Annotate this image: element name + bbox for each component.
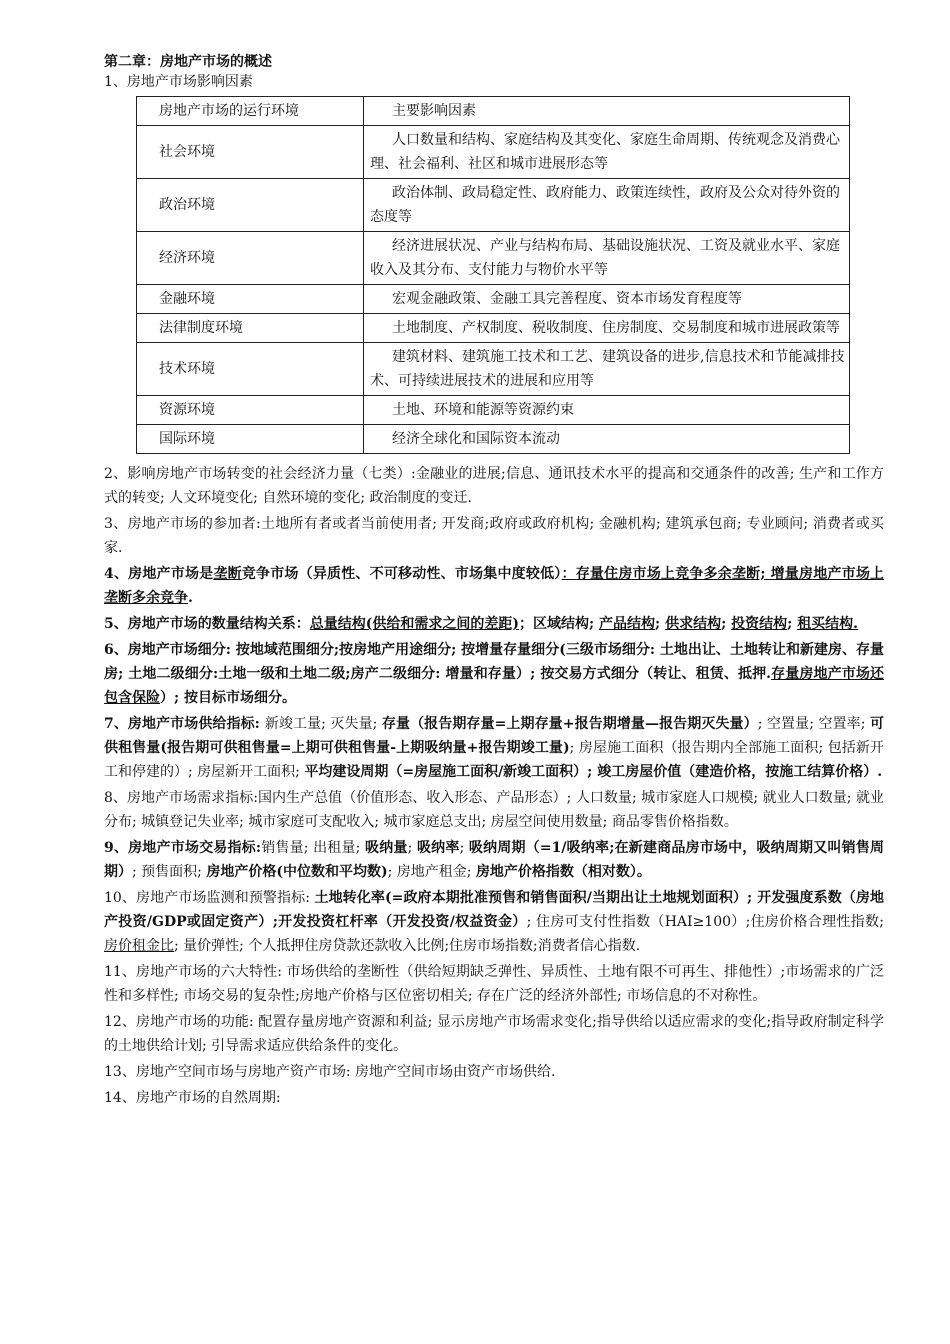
paragraph-item bbox=[104, 562, 884, 610]
environment-cell: 经济环境 bbox=[137, 232, 364, 285]
table-header-factor: 主要影响因素 bbox=[364, 97, 850, 126]
text-segment: 7、房地产市场供给指标: bbox=[104, 716, 265, 732]
text-segment: 10、房地产市场监测和预警指标: bbox=[104, 890, 315, 906]
environment-cell: 金融环境 bbox=[137, 285, 364, 314]
text-segment: 存量房地产市场还包含保险 bbox=[104, 666, 884, 706]
text-segment: 3、房地产市场的参加者:土地所有者或者当前使用者; 开发商;政府或政府机构; 金融机构; 建筑承包商; 专业顾问; 消费者或买家. bbox=[104, 516, 884, 556]
text-segment: 总量结构(供给和需求之间的差距) bbox=[309, 616, 519, 632]
table-row bbox=[137, 285, 850, 314]
text-segment: ; bbox=[655, 616, 666, 632]
paragraph-item bbox=[104, 512, 884, 560]
paragraph-item bbox=[104, 960, 884, 1008]
paragraph-item bbox=[104, 462, 884, 510]
factor-cell: 土地制度、产权制度、税收制度、住房制度、交易制度和城市进展政策等 bbox=[364, 314, 850, 343]
text-segment: 吸纳周期（=1/吸纳率;在新建商品房市场中，吸纳周期又叫销售周期） bbox=[104, 840, 884, 880]
influence-factors-table bbox=[136, 96, 850, 454]
text-segment: 产品结构 bbox=[599, 616, 656, 632]
text-segment: 12、房地产市场的功能: 配置存量房地产资源和利益; 显示房地产市场需求变化;指导供给以适应需求的变化;指导政府制定科学的土地供给计划; 引导需求适应供给条件的变化。 bbox=[104, 1014, 884, 1054]
factor-cell: 建筑材料、建筑施工技术和工艺、建筑设备的进步,信息技术和节能减排技术、可持续进展技术的进展和应用等 bbox=[364, 343, 850, 396]
text-segment: ；区域结构; bbox=[519, 616, 600, 632]
text-segment: 11、房地产市场的六大特性: 市场供给的垄断性（供给短期缺乏弹性、异质性、土地有限不可再生、排他性）;市场需求的广泛性和多样性; 市场交易的复杂性;房地产价格与区位密切相关; 存在广泛的经济外部性; 市场信息的不对称性。 bbox=[104, 964, 884, 1004]
paragraph-item bbox=[104, 712, 884, 784]
text-segment: 吸纳量 bbox=[365, 840, 408, 856]
text-segment: 租买结构. bbox=[797, 616, 859, 632]
text-segment: 9、房地产市场交易指标: bbox=[104, 840, 261, 856]
text-segment: 房价租金比 bbox=[104, 938, 174, 954]
environment-cell: 社会环境 bbox=[137, 126, 364, 179]
text-segment: ; bbox=[787, 616, 798, 632]
table-row bbox=[137, 425, 850, 454]
text-segment: ; 量价弹性; 个人抵押住房贷款还款收入比例;住房市场指数;消费者信心指数. bbox=[174, 938, 641, 954]
paragraph-item bbox=[104, 836, 884, 884]
text-segment: ; 房地产租金; bbox=[387, 864, 476, 880]
text-segment: 2、影响房地产市场转变的社会经济力量（七类）:金融业的进展;信息、通讯技术水平的提高和交通条件的改善; 生产和工作方式的转变; 人文环境变化; 自然环境的变化; 政治制度的变迁. bbox=[104, 466, 884, 506]
text-segment: 存量住房市场上竞争多余垄断; 增量房地产市场上垄断多余竞争 bbox=[104, 566, 885, 606]
text-segment: ; 住房可支付性指数（HAI≥100）;住房价格合理性指数; bbox=[526, 914, 884, 930]
table-row bbox=[137, 396, 850, 425]
text-segment: 4、房地产市场是 bbox=[104, 566, 214, 582]
text-segment: 13、房地产空间市场与房地产资产市场: 房地产空间市场由资产市场供给. bbox=[104, 1064, 556, 1080]
table-row bbox=[137, 343, 850, 396]
text-segment: 14、房地产市场的自然周期: bbox=[104, 1090, 281, 1106]
paragraph-item bbox=[104, 638, 884, 710]
environment-cell: 国际环境 bbox=[137, 425, 364, 454]
text-segment: ; bbox=[459, 840, 469, 856]
section-heading: 1、房地产市场影响因素 bbox=[104, 74, 253, 90]
text-segment: 6、房地产市场细分: 按地域范围细分;按房地产用途细分; 按增量存量细分(三级市场细分: 土地出让、土地转让和新建房、存量房; 土地二级细分:土地一级和土地二级;房产二级细分: 增量和存量）; 按交易方式细分（转让、租赁、抵押. bbox=[104, 642, 884, 682]
environment-cell: 法律制度环境 bbox=[137, 314, 364, 343]
factor-cell: 经济全球化和国际资本流动 bbox=[364, 425, 850, 454]
paragraph-item bbox=[104, 1086, 884, 1110]
table-row bbox=[137, 232, 850, 285]
chapter-title: 第二章：房地产市场的概述 bbox=[104, 54, 272, 70]
paragraph-item bbox=[104, 786, 884, 834]
text-segment: 供求结构 bbox=[665, 616, 722, 632]
environment-cell: 技术环境 bbox=[137, 343, 364, 396]
text-segment: 房地产价格指数（相对数）。 bbox=[475, 864, 651, 880]
text-segment: 吸纳率 bbox=[416, 840, 460, 856]
text-segment: ; bbox=[721, 616, 732, 632]
factor-cell: 政治体制、政局稳定性、政府能力、政策连续性，政府及公众对待外资的态度等 bbox=[364, 179, 850, 232]
text-segment: 平均建设周期（=房屋施工面积/新竣工面积）; 竣工房屋价值（建造价格，按施工结算价格）. bbox=[304, 764, 883, 780]
text-segment: 5、房地产市场的数量结构关系： bbox=[104, 616, 310, 632]
text-segment: 新竣工量; 灭失量; bbox=[264, 716, 382, 732]
text-segment: 投资结构 bbox=[731, 616, 788, 632]
text-segment: ）; 按目标市场细分。 bbox=[160, 690, 297, 706]
text-segment: 销售量; 出租量; bbox=[261, 840, 366, 856]
document-page bbox=[104, 52, 884, 1112]
text-segment: ; 空置量; 空置率; bbox=[757, 716, 870, 732]
text-segment: 竞争市场（异质性、不可移动性、市场集中度较低） bbox=[241, 566, 562, 582]
table-header-env: 房地产市场的运行环境 bbox=[137, 97, 364, 126]
paragraph-item bbox=[104, 1010, 884, 1058]
text-segment: 存量（报告期存量=上期存量+报告期增量—报告期灭失量） bbox=[381, 716, 758, 732]
environment-cell: 资源环境 bbox=[137, 396, 364, 425]
factor-cell: 人口数量和结构、家庭结构及其变化、家庭生命周期、传统观念及消费心理、社会福利、社区和城市进展形态等 bbox=[364, 126, 850, 179]
table-row bbox=[137, 126, 850, 179]
paragraph-list bbox=[104, 462, 884, 1110]
text-segment: 房地产价格(中位数和平均数) bbox=[206, 864, 388, 880]
text-segment: ; 房屋施工面积（报告期内全部施工面积; 包括新开工和停建的）; 房屋新开工面积; bbox=[104, 740, 884, 780]
text-segment: ： bbox=[561, 566, 576, 582]
factor-cell: 经济进展状况、产业与结构布局、基础设施状况、工资及就业水平、家庭收入及其分布、支付能力与物价水平等 bbox=[364, 232, 850, 285]
paragraph-item bbox=[104, 1060, 884, 1084]
text-segment: ; 预售面积; bbox=[132, 864, 207, 880]
table-row bbox=[137, 179, 850, 232]
factor-cell: 宏观金融政策、金融工具完善程度、资本市场发育程度等 bbox=[364, 285, 850, 314]
environment-cell: 政治环境 bbox=[137, 179, 364, 232]
text-segment: 可供租售量(报告期可供租售量=上期可供租售量-上期吸纳量+报告期竣工量) bbox=[104, 716, 884, 756]
text-segment: . bbox=[188, 590, 193, 606]
factor-cell: 土地、环境和能源等资源约束 bbox=[364, 396, 850, 425]
paragraph-item bbox=[104, 886, 884, 958]
text-segment: ; bbox=[407, 840, 417, 856]
text-segment: 土地转化率(=政府本期批准预售和销售面积/当期出让土地规划面积）; 开发强度系数（房地产投资/GDP或固定资产）;开发投资杠杆率（开发投资/权益资金） bbox=[104, 890, 884, 930]
paragraph-item bbox=[104, 612, 884, 636]
text-segment: 8、房地产市场需求指标:国内生产总值（价值形态、收入形态、产品形态）; 人口数量; 城市家庭人口规模; 就业人口数量; 就业分布; 城镇登记失业率; 城市家庭可支配收入; 城市家庭总支出; 房屋空间使用数量; 商品零售价格指数。 bbox=[104, 790, 884, 830]
text-segment: 垄断 bbox=[213, 566, 242, 582]
table-header-row bbox=[137, 97, 850, 126]
table-row bbox=[137, 314, 850, 343]
